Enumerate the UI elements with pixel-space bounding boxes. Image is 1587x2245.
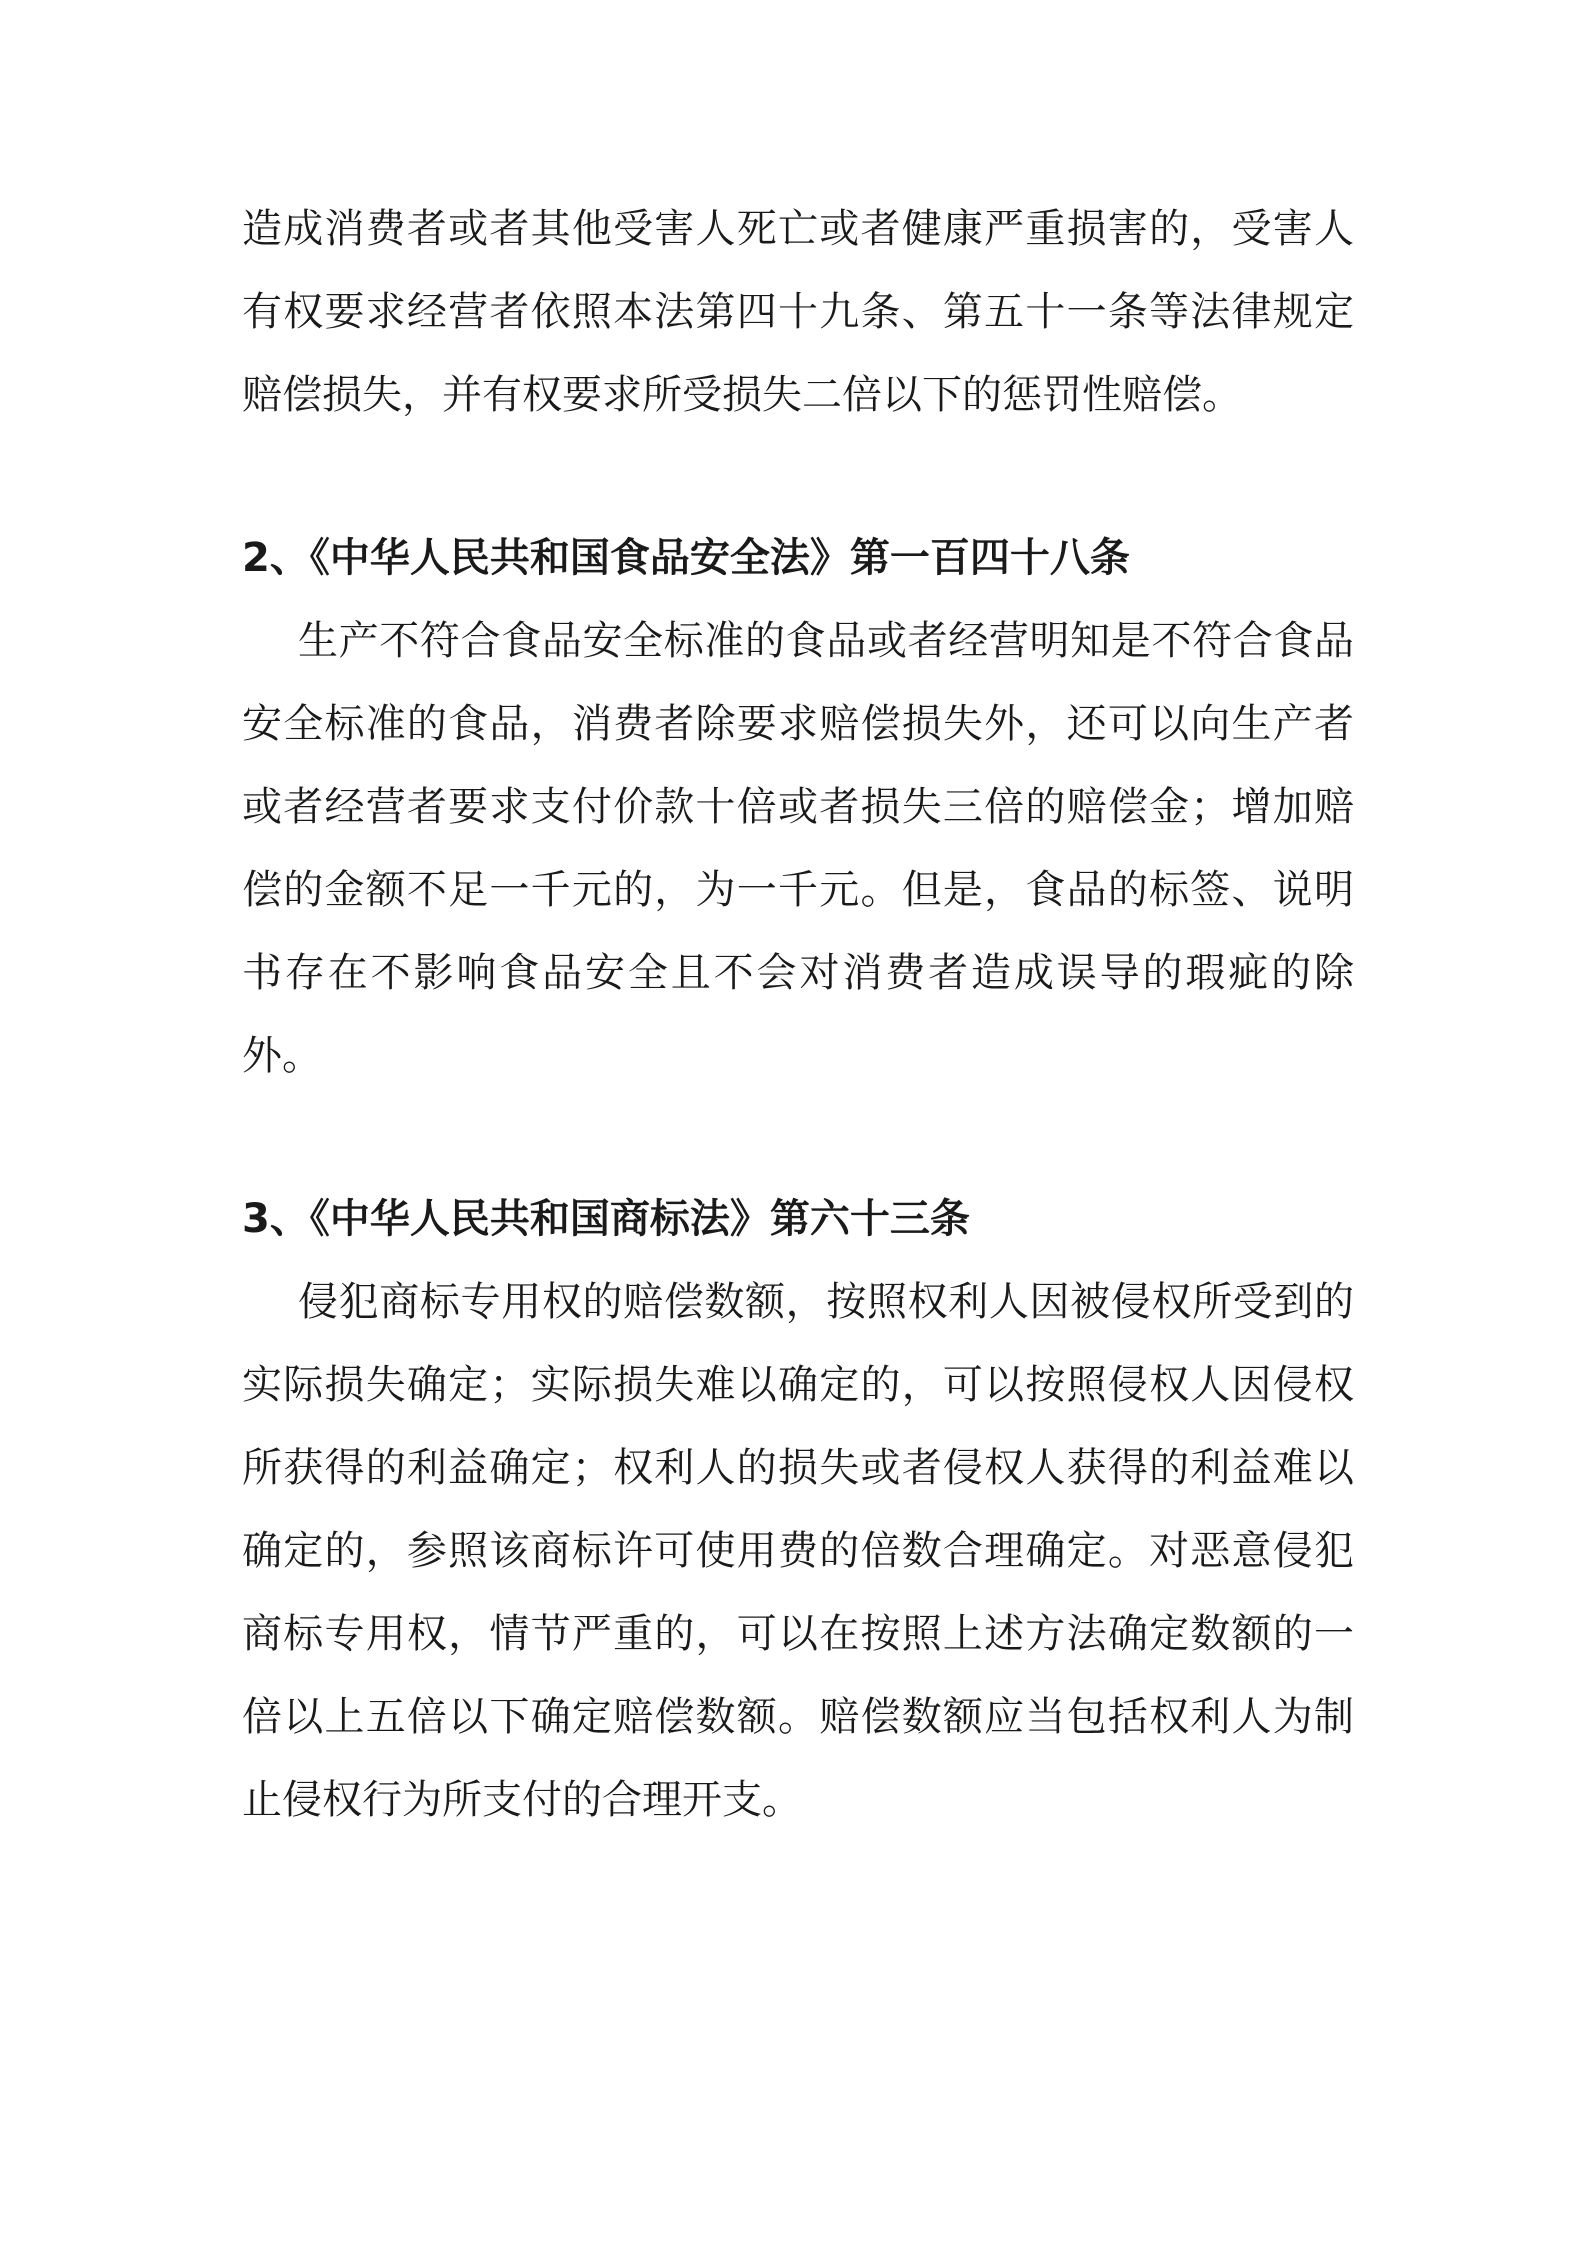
section-trademark-law xyxy=(242,1178,1354,1842)
section-title: 《中华人民共和国商标法》第六十三条 xyxy=(309,1196,970,1242)
section-spacer xyxy=(242,437,1354,517)
intro-paragraph: 造成消费者或者其他受害人死亡或者健康严重损害的，受害人有权要求经营者依照本法第四十九条、第五十一条等法律规定赔偿损失，并有权要求所受损失二倍以下的惩罚性赔偿。 xyxy=(242,206,1354,418)
section-title: 《中华人民共和国食品安全法》第一百四十八条 xyxy=(309,535,1130,581)
section-body: 生产不符合食品安全标准的食品或者经营明知是不符合食品安全标准的食品，消费者除要求赔偿损失外，还可以向生产者或者经营者要求支付价款十倍或者损失三倍的赔偿金；增加赔偿的金额不足一千元的，为一千元。但是，食品的标签、说明书存在不影响食品安全且不会对消费者造成误导的瑕疵的除外。 xyxy=(242,618,1354,1079)
section-number: 2、 xyxy=(242,535,310,581)
section-spacer xyxy=(242,1098,1354,1178)
section-body: 侵犯商标专用权的赔偿数额，按照权利人因被侵权所受到的实际损失确定；实际损失难以确定的，可以按照侵权人因侵权所获得的利益确定；权利人的损失或者侵权人获得的利益难以确定的，参照该商标许可使用费的倍数合理确定。对恶意侵犯商标专用权，情节严重的，可以在按照上述方法确定数额的一倍以上五倍以下确定赔偿数额。赔偿数额应当包括权利人为制止侵权行为所支付的合理开支。 xyxy=(242,1279,1354,1823)
section-food-safety-law xyxy=(242,517,1354,1098)
section-number: 3、 xyxy=(242,1196,310,1242)
section-heading xyxy=(242,1178,1354,1261)
section-heading xyxy=(242,517,1354,600)
document-content xyxy=(242,188,1354,1842)
